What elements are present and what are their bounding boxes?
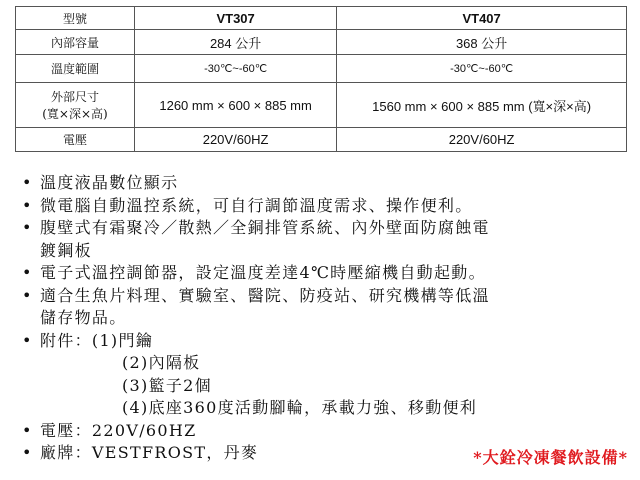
feature-text: 適合生魚片料理、實驗室、醫院、防疫站、研究機構等低溫 — [40, 285, 490, 305]
bullet-icon: • — [22, 285, 33, 305]
bullet-icon: • — [22, 263, 33, 282]
temp-vt407: -30℃~-60℃ — [337, 55, 627, 83]
model-vt407: VT407 — [337, 7, 627, 30]
table-row — [16, 83, 627, 128]
list-item — [22, 195, 622, 218]
bullet-icon: • — [22, 443, 33, 462]
accessory-1: 附件：(1)門鑰 — [40, 330, 154, 350]
feature-text: 腹壁式有霜聚冷／散熱／全銅排管系統、內外壁面防腐蝕電 — [40, 218, 490, 237]
accessory-4: (4)底座360度活動腳輪，承載力強、移動便利 — [122, 398, 478, 417]
bullet-icon: • — [22, 195, 33, 215]
label-external-size — [16, 83, 135, 128]
list-item-accessories — [22, 330, 622, 420]
label-temp-range: 溫度範圍 — [16, 55, 135, 83]
model-vt307: VT307 — [135, 7, 337, 30]
capacity-vt307: 284 公升 — [135, 30, 337, 55]
voltage-text: 電壓：220V/60HZ — [40, 420, 197, 440]
spec-table — [15, 6, 627, 152]
feature-text-cont: 鍍鋼板 — [40, 240, 92, 260]
label-size-line1: 外部尺寸 — [50, 90, 99, 104]
brand-text: 廠牌：VESTFROST，丹麥 — [40, 443, 259, 462]
table-row — [16, 128, 627, 152]
list-item — [22, 285, 622, 330]
list-item — [22, 217, 622, 262]
size-vt407: 1560 mm × 600 × 885 mm (寬×深×高) — [337, 83, 627, 128]
feature-text: 微電腦自動溫控系統，可自行調節溫度需求、操作便利。 — [40, 195, 473, 215]
label-power: 電壓 — [16, 128, 135, 152]
list-item — [22, 262, 622, 285]
label-size-line2: (寬×深×高) — [42, 107, 108, 121]
label-model: 型號 — [16, 7, 135, 30]
table-row — [16, 30, 627, 55]
list-item — [22, 420, 622, 443]
size-vt307: 1260 mm × 600 × 885 mm — [135, 83, 337, 128]
capacity-vt407: 368 公升 — [337, 30, 627, 55]
feature-text: 溫度液晶數位顯示 — [40, 173, 179, 192]
feature-text: 電子式溫控調節器，設定溫度差達4℃時壓縮機自動起動。 — [40, 263, 486, 282]
table-row — [16, 7, 627, 30]
bullet-icon: • — [22, 173, 33, 192]
bullet-icon: • — [22, 218, 33, 237]
bullet-icon: • — [22, 330, 33, 350]
list-item — [22, 172, 622, 195]
feature-text-cont: 儲存物品。 — [40, 308, 127, 327]
bullet-icon: • — [22, 420, 33, 440]
accessory-3: (3)籃子2個 — [122, 375, 212, 395]
label-capacity: 內部容量 — [16, 30, 135, 55]
table-row — [16, 55, 627, 83]
temp-vt307: -30℃~-60℃ — [135, 55, 337, 83]
feature-list — [22, 172, 622, 465]
company-footer: *大銓冷凍餐飲設備* — [473, 448, 628, 467]
power-vt307: 220V/60HZ — [135, 128, 337, 152]
power-vt407: 220V/60HZ — [337, 128, 627, 152]
accessory-2: (2)內隔板 — [122, 353, 201, 372]
